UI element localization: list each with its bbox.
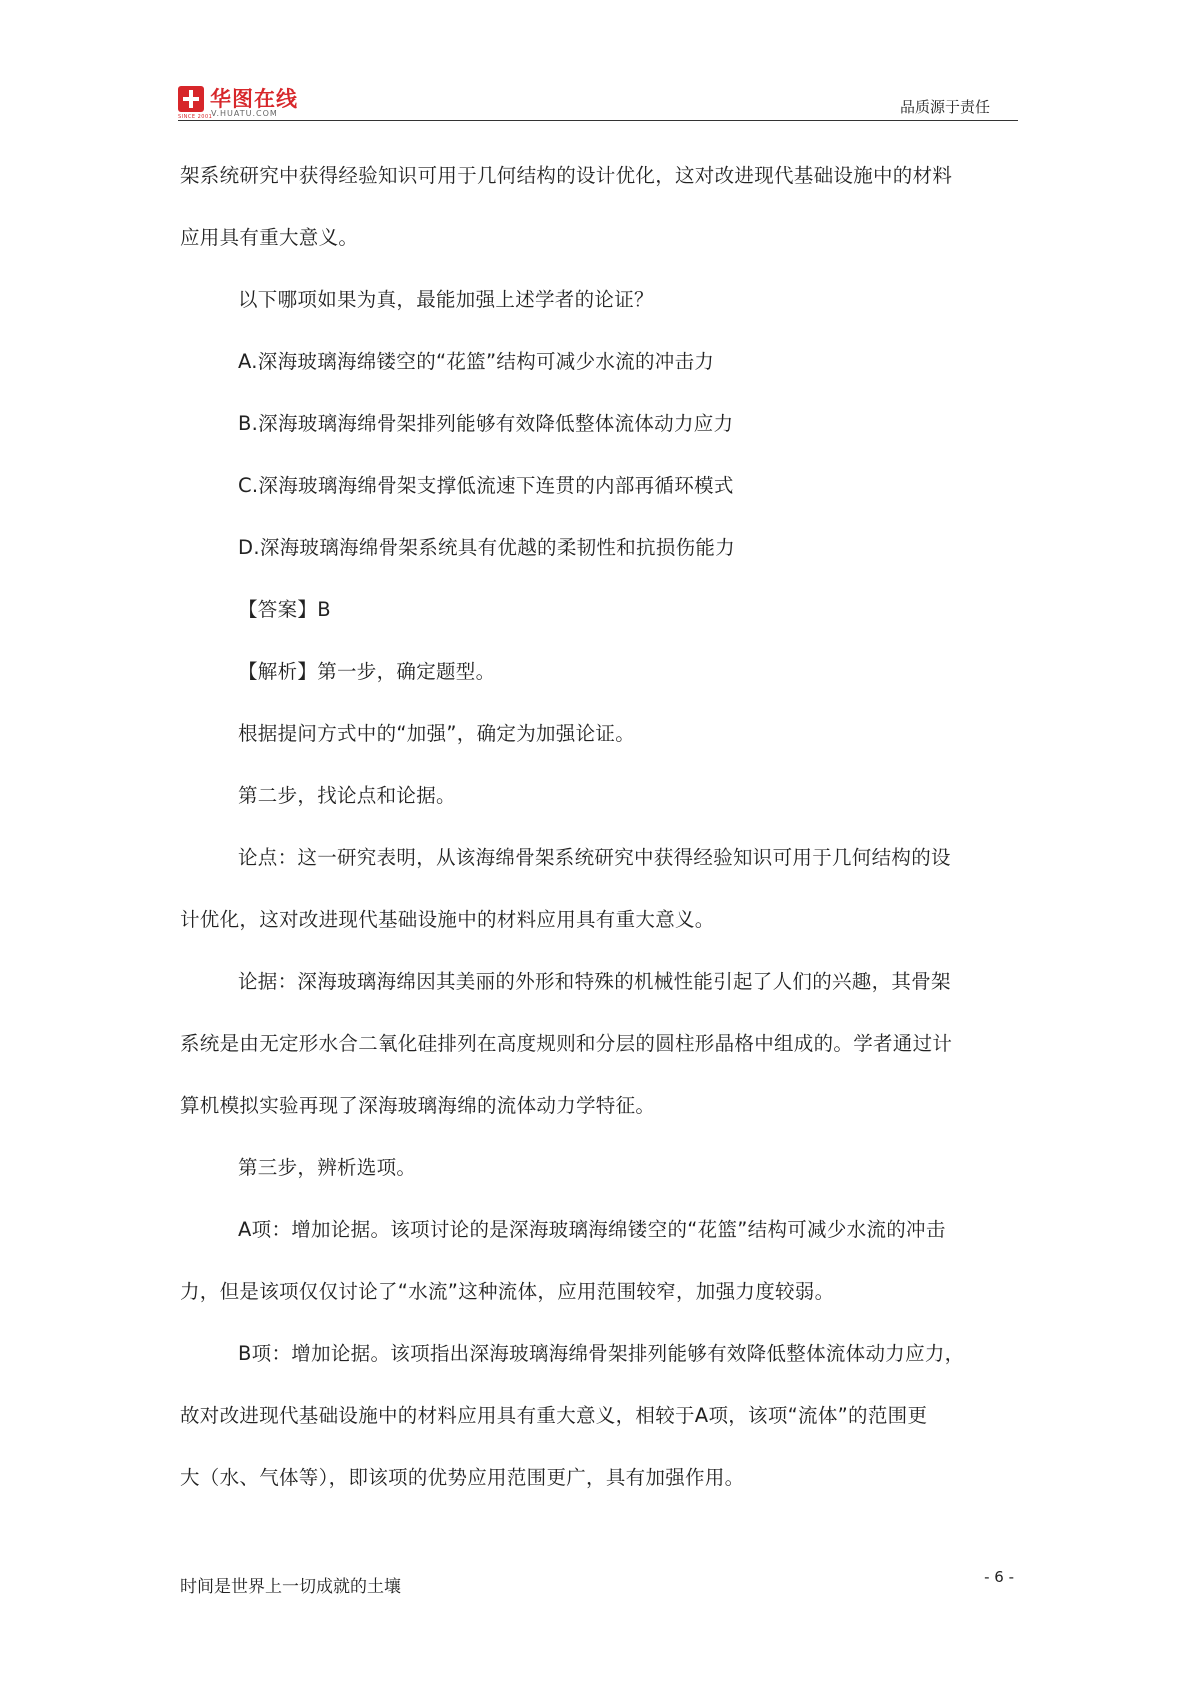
text-line: A.深海玻璃海绵镂空的“花篮”结构可减少水流的冲击力: [238, 350, 715, 373]
text-line: 以下哪项如果为真，最能加强上述学者的论证？: [238, 288, 654, 311]
text-line: 根据提问方式中的“加强”，确定为加强论证。: [238, 722, 636, 745]
text-line: 架系统研究中获得经验知识可用于几何结构的设计优化，这对改进现代基础设施中的材料: [180, 164, 953, 187]
text-line: 大（水、气体等），即该项的优势应用范围更广，具有加强作用。: [180, 1466, 745, 1489]
footer-motto: 时间是世界上一切成就的土壤: [180, 1577, 401, 1597]
text-line: C.深海玻璃海绵骨架支撑低流速下连贯的内部再循环模式: [238, 474, 734, 497]
page-number: - 6 -: [984, 1568, 1014, 1586]
huatu-logo-icon: [178, 86, 204, 112]
text-line: 故对改进现代基础设施中的材料应用具有重大意义，相较于A项，该项“流体”的范围更: [180, 1404, 928, 1427]
logo-url: V.HUATU.COM: [211, 109, 278, 118]
text-line: B.深海玻璃海绵骨架排列能够有效降低整体流体动力应力: [238, 412, 734, 435]
header-slogan: 品质源于责任: [899, 98, 990, 116]
text-line: B项：增加论据。该项指出深海玻璃海绵骨架排列能够有效降低整体流体动力应力，: [238, 1342, 965, 1365]
text-line: 论据：深海玻璃海绵因其美丽的外形和特殊的机械性能引起了人们的兴趣，其骨架: [238, 970, 951, 993]
document-body: [180, 145, 1020, 1509]
text-line: 力，但是该项仅仅讨论了“水流”这种流体，应用范围较窄，加强力度较弱。: [180, 1280, 835, 1303]
text-line: 【解析】第一步，确定题型。: [238, 660, 496, 683]
text-line: 算机模拟实验再现了深海玻璃海绵的流体动力学特征。: [180, 1094, 656, 1117]
logo-since-text: SINCE 2001: [178, 114, 213, 120]
text-line: 第三步，辨析选项。: [238, 1156, 417, 1179]
logo-name: 华图在线: [210, 87, 298, 111]
text-line: 系统是由无定形水合二氧化硅排列在高度规则和分层的圆柱形晶格中组成的。学者通过计: [180, 1032, 953, 1055]
text-line: 应用具有重大意义。: [180, 226, 359, 249]
text-line: A项：增加论据。该项讨论的是深海玻璃海绵镂空的“花篮”结构可减少水流的冲击: [238, 1218, 946, 1241]
text-line: 第二步，找论点和论据。: [238, 784, 456, 807]
text-line: 论点：这一研究表明，从该海绵骨架系统研究中获得经验知识可用于几何结构的设: [238, 846, 951, 869]
text-line: 【答案】B: [238, 598, 331, 621]
text-line: 计优化，这对改进现代基础设施中的材料应用具有重大意义。: [180, 908, 715, 931]
page-header: [178, 80, 1018, 121]
text-line: D.深海玻璃海绵骨架系统具有优越的柔韧性和抗损伤能力: [238, 536, 736, 559]
